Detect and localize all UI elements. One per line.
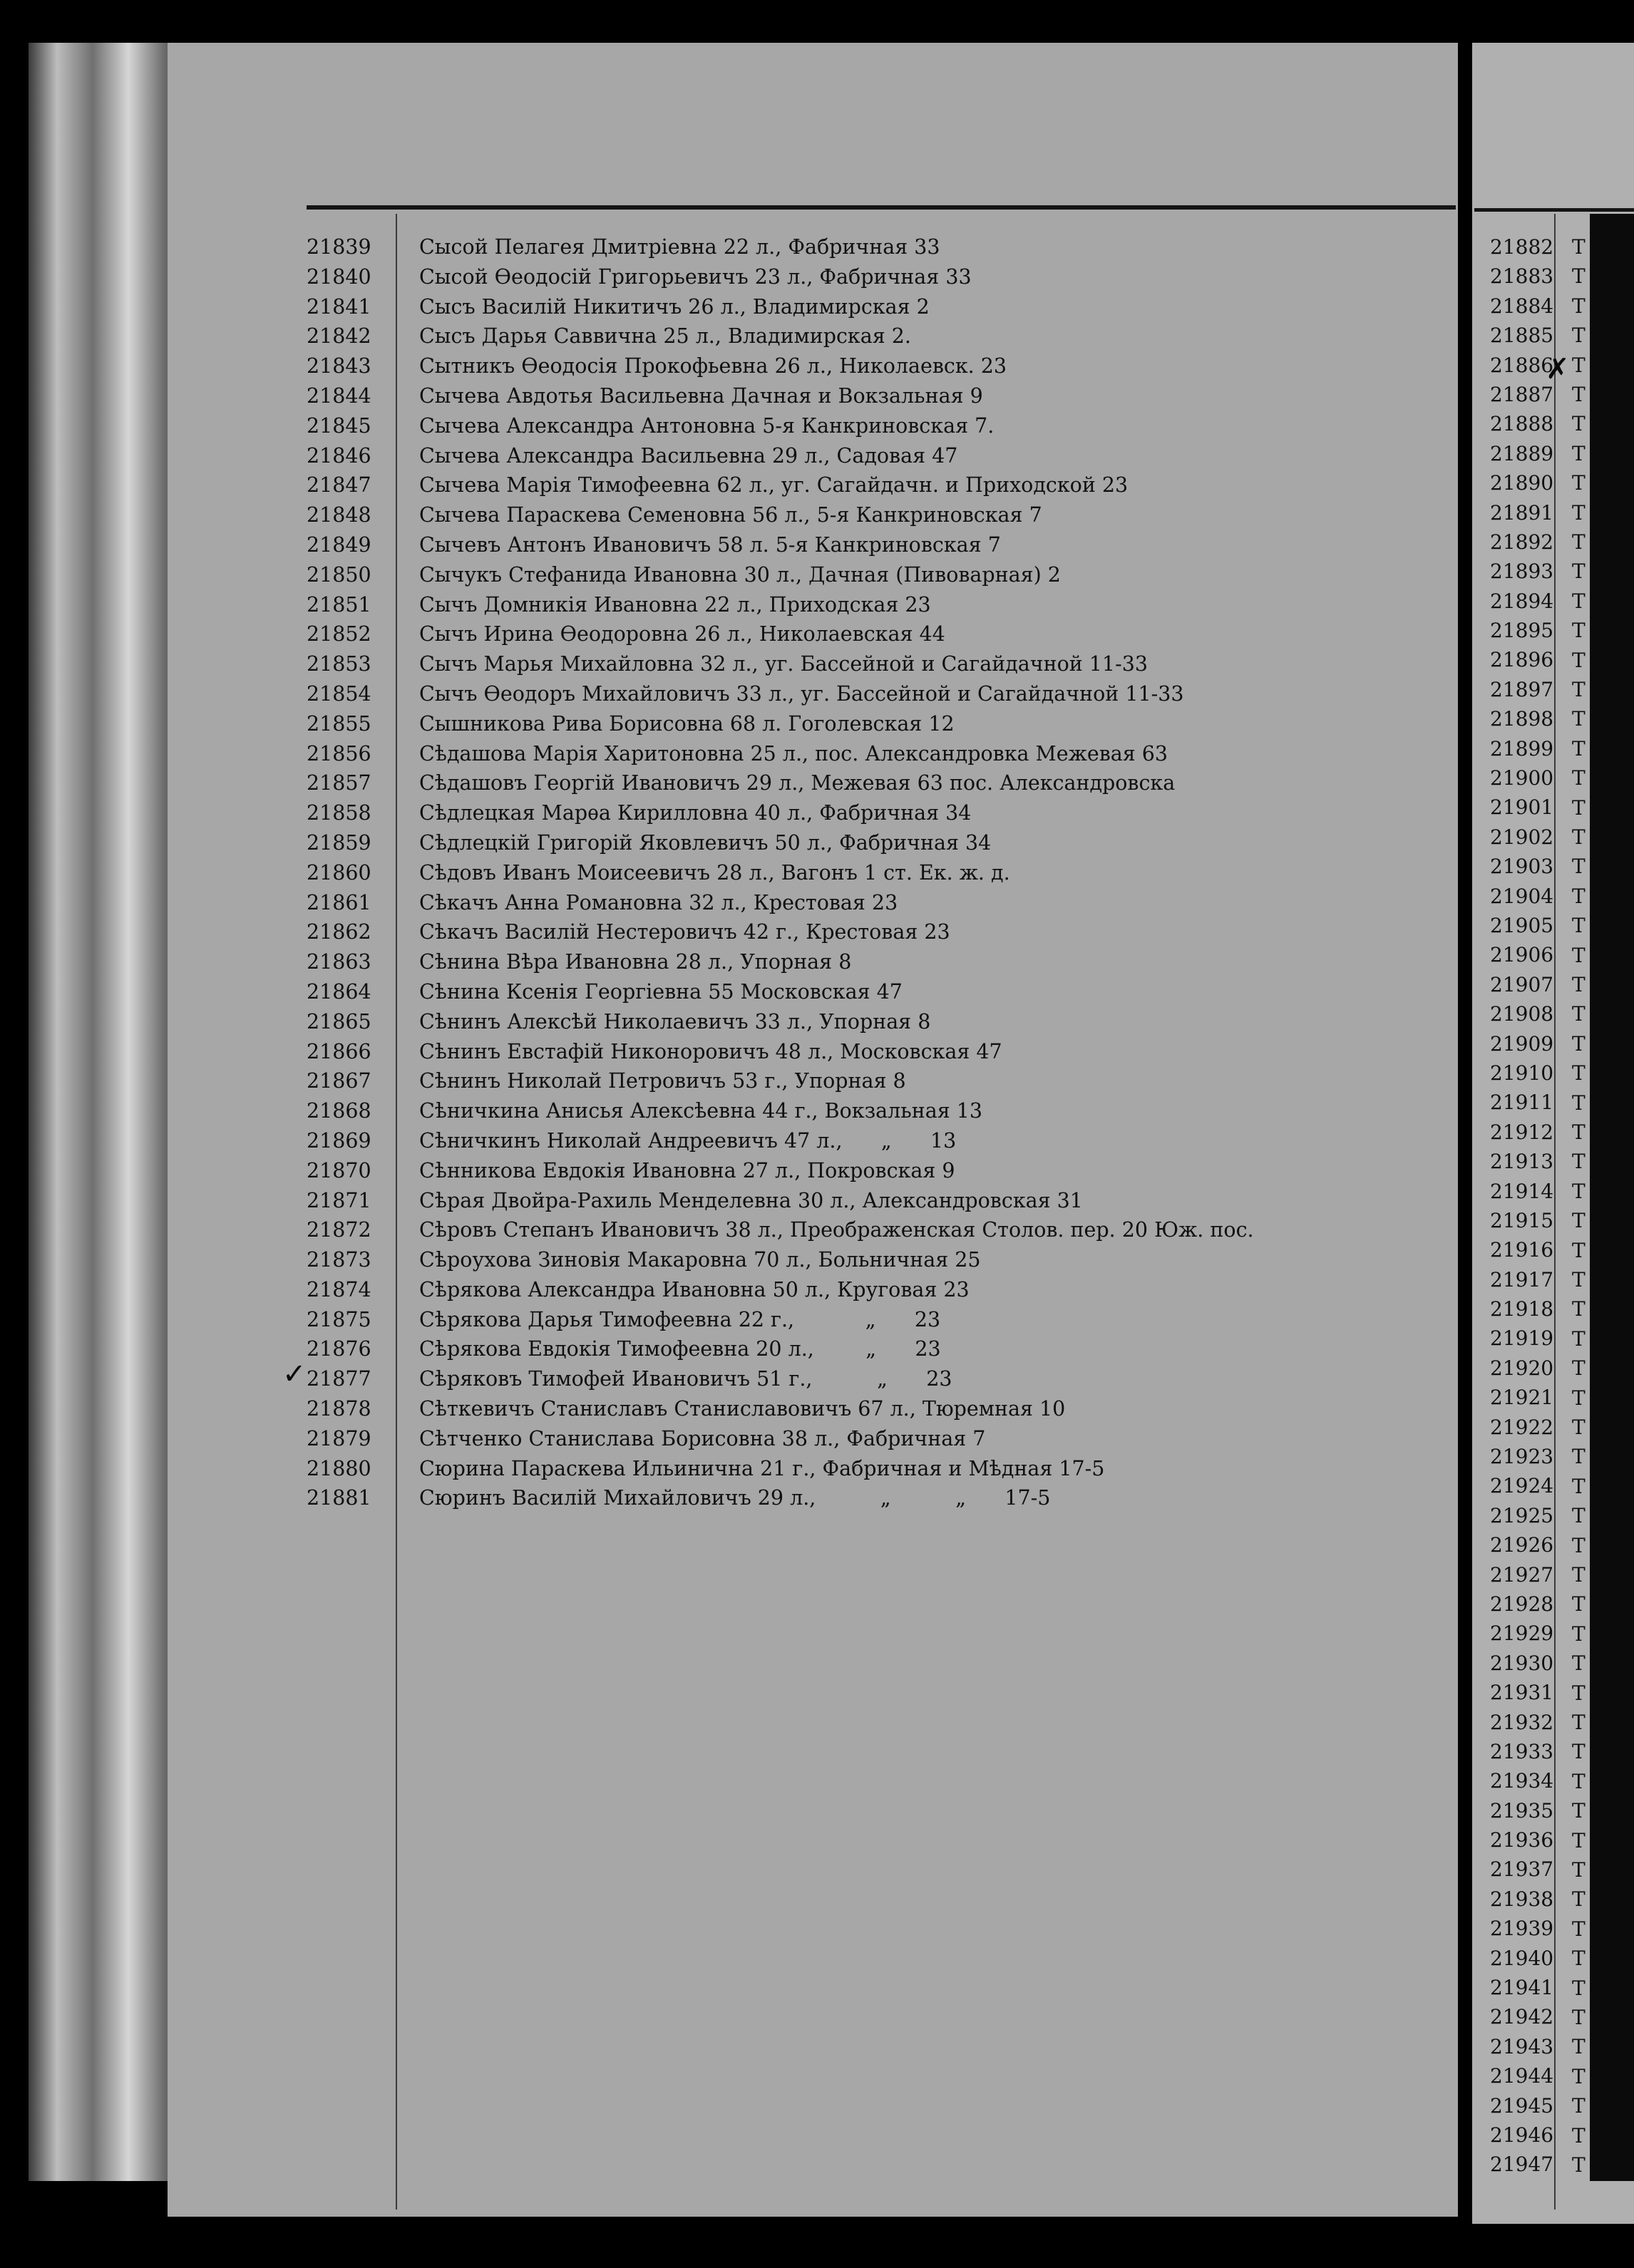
entry-row — [307, 441, 1254, 471]
entry-number: 21851 — [307, 592, 371, 617]
right-entry-number: 21915 — [1490, 1208, 1554, 1232]
right-entry-letter: Т — [1572, 2006, 1586, 2029]
entry-row — [307, 500, 1254, 530]
right-entry-number: 21917 — [1490, 1267, 1554, 1292]
right-entry-number: 21933 — [1490, 1739, 1554, 1763]
right-entry-number: 21930 — [1490, 1651, 1554, 1675]
right-entry-letter: Т — [1572, 1828, 1586, 1852]
entry-number: 21848 — [307, 503, 371, 527]
right-entry-number: 21940 — [1490, 1946, 1554, 1970]
entry-text: Сюрина Параскева Ильинична 21 г., Фабричная и Мѣдная 17-5 — [419, 1456, 1105, 1480]
right-entry-number: 21895 — [1490, 619, 1554, 643]
right-entry-letter: Т — [1572, 1445, 1586, 1469]
right-entry-number: 21885 — [1490, 324, 1554, 348]
entry-row — [307, 1215, 1254, 1245]
entry-number: 21855 — [307, 711, 371, 736]
entry-number: 21857 — [307, 771, 371, 795]
right-page-edge — [1590, 214, 1634, 2181]
entry-text: Сюринъ Василій Михайловичъ 29 л., „ „ 17-5 — [419, 1486, 1051, 1510]
right-entry-number: 21886 — [1490, 353, 1554, 377]
right-entry-number: 21907 — [1490, 972, 1554, 996]
entry-number: 21873 — [307, 1248, 371, 1272]
entry-number: 21867 — [307, 1069, 371, 1093]
right-entry-number: 21882 — [1490, 235, 1554, 259]
right-entry-letter: Т — [1572, 1386, 1586, 1410]
entry-number: 21845 — [307, 413, 371, 438]
right-entry-letter: Т — [1572, 619, 1586, 643]
entry-text: Сысъ Дарья Саввична 25 л., Владимирская 2. — [419, 324, 911, 349]
right-entry-letter: Т — [1572, 1622, 1586, 1646]
right-entry-letter: Т — [1572, 914, 1586, 938]
right-entry-letter: Т — [1572, 736, 1586, 761]
entry-number: 21852 — [307, 622, 371, 646]
entry-row — [307, 351, 1254, 381]
right-entry-letter: Т — [1572, 2035, 1586, 2059]
right-entry-number: 21900 — [1490, 766, 1554, 790]
right-entry-letter: Т — [1572, 1150, 1586, 1174]
entry-number: 21859 — [307, 830, 371, 855]
right-entry-number: 21908 — [1490, 1002, 1554, 1026]
entry-text: Сысъ Василій Никитичъ 26 л., Владимирская 2 — [419, 294, 930, 319]
entry-number: 21842 — [307, 324, 371, 349]
entry-row — [307, 411, 1254, 441]
right-entry-number: 21891 — [1490, 500, 1554, 525]
right-entry-number: 21884 — [1490, 294, 1554, 318]
right-column-divider — [1554, 214, 1556, 2210]
right-entry-letter: Т — [1572, 1799, 1586, 1823]
entry-row — [307, 1305, 1254, 1335]
right-entry-number: 21883 — [1490, 264, 1554, 289]
entry-text: Сѣдлецкій Григорій Яковлевичъ 50 л., Фабричная 34 — [419, 830, 992, 855]
right-entry-number: 21912 — [1490, 1120, 1554, 1144]
entry-number: 21858 — [307, 801, 371, 825]
right-entry-letter: Т — [1572, 1681, 1586, 1705]
entry-text: Сѣкачъ Анна Романовна 32 л., Крестовая 23 — [419, 890, 898, 914]
right-entry-letter: Т — [1572, 1651, 1586, 1676]
right-entry-letter: Т — [1572, 1563, 1586, 1587]
right-entry-letter: Т — [1572, 1031, 1586, 1056]
entry-number: 21861 — [307, 890, 371, 914]
entry-row — [307, 262, 1254, 292]
right-entry-letter: Т — [1572, 795, 1586, 820]
entry-row — [307, 858, 1254, 888]
entry-row — [307, 977, 1254, 1007]
entry-row — [307, 679, 1254, 709]
right-entry-number: 21934 — [1490, 1769, 1554, 1793]
right-entry-letter: Т — [1572, 560, 1586, 584]
right-entry-letter: Т — [1572, 353, 1586, 377]
entry-text: Сѣровъ Степанъ Ивановичъ 38 л., Преображенская Столов. пер. 20 Юж. пос. — [419, 1218, 1254, 1242]
right-entry-letter: Т — [1572, 766, 1586, 790]
right-entry-letter: Т — [1572, 1504, 1586, 1528]
pen-mark-x: ✗ — [1546, 353, 1570, 386]
entry-text: Сѣнникова Евдокія Ивановна 27 л., Покровская 9 — [419, 1158, 955, 1182]
right-entry-number: 21899 — [1490, 736, 1554, 761]
right-entry-number: 21919 — [1490, 1326, 1554, 1351]
entry-text: Сѣнина Вѣра Ивановна 28 л., Упорная 8 — [419, 950, 852, 974]
entry-text: Сычъ Ирина Ѳеодоровна 26 л., Николаевская 44 — [419, 622, 945, 646]
entry-row — [307, 530, 1254, 560]
entry-text: Сычева Авдотья Васильевна Дачная и Вокзальная 9 — [419, 383, 983, 408]
right-entry-number: 21931 — [1490, 1681, 1554, 1705]
right-entry-number: 21926 — [1490, 1533, 1554, 1557]
entry-number: 21865 — [307, 1009, 371, 1034]
entry-row — [307, 1126, 1254, 1156]
entry-text: Сышникова Рива Борисовна 68 л. Гоголевская 12 — [419, 711, 955, 736]
right-entry-number: 21901 — [1490, 795, 1554, 820]
entry-text: Сысой Пелагея Дмитріевна 22 л., Фабричная 33 — [419, 235, 940, 259]
right-entry-letter: Т — [1572, 1917, 1586, 1941]
entry-text: Сѣничкина Анисья Алексѣевна 44 г., Вокзальная 13 — [419, 1099, 983, 1123]
entry-number: 21853 — [307, 652, 371, 676]
entry-row — [307, 381, 1254, 411]
right-entry-letter: Т — [1572, 412, 1586, 436]
page-gap — [1458, 43, 1472, 2217]
entry-number: 21880 — [307, 1456, 371, 1480]
right-entry-letter: Т — [1572, 1711, 1586, 1734]
entry-number: 21866 — [307, 1039, 371, 1063]
entry-number: 21881 — [307, 1486, 371, 1510]
right-entry-letter: Т — [1572, 383, 1586, 406]
entry-text: Сычъ Домникія Ивановна 22 л., Приходская 23 — [419, 592, 931, 617]
entry-text: Сѣрая Двойра-Рахиль Менделевна 30 л., Александровская 31 — [419, 1188, 1083, 1212]
right-entry-number: 21916 — [1490, 1238, 1554, 1262]
right-entry-number: 21894 — [1490, 589, 1554, 613]
entry-text: Сычева Параскева Семеновна 56 л., 5-я Канкриновская 7 — [419, 503, 1042, 527]
entry-text: Сѣрякова Евдокія Тимофеевна 20 л., „ 23 — [419, 1337, 941, 1361]
entry-row — [307, 1424, 1254, 1454]
entry-text: Сычукъ Стефанида Ивановна 30 л., Дачная (Пивоварная) 2 — [419, 562, 1061, 587]
right-entry-number: 21936 — [1490, 1828, 1554, 1852]
entry-number: 21849 — [307, 532, 371, 557]
right-entry-letter: Т — [1572, 1238, 1586, 1262]
entry-number: 21876 — [307, 1337, 371, 1361]
right-entry-letter: Т — [1572, 1592, 1586, 1617]
right-entry-number: 21905 — [1490, 913, 1554, 937]
right-entry-number: 21943 — [1490, 2034, 1554, 2058]
entry-text: Сѣнинъ Алексѣй Николаевичъ 33 л., Упорная 8 — [419, 1009, 931, 1034]
entry-row — [307, 888, 1254, 918]
right-entry-number: 21918 — [1490, 1297, 1554, 1321]
right-entry-numbers — [1490, 232, 1553, 2180]
entry-text: Сычъ Ѳеодоръ Михайловичъ 33 л., уг. Бассейной и Сагайдачной 11-33 — [419, 681, 1184, 706]
entry-text: Сѣряковъ Тимофей Ивановичъ 51 г., „ 23 — [419, 1367, 952, 1391]
right-entry-letter: Т — [1572, 500, 1586, 525]
entry-text: Сѣдашова Марія Харитоновна 25 л., пос. Александровка Межевая 63 — [419, 741, 1168, 766]
right-entry-number: 21904 — [1490, 884, 1554, 908]
right-entry-number: 21898 — [1490, 707, 1554, 731]
entry-number: 21877 — [307, 1367, 371, 1391]
entry-row — [307, 798, 1254, 828]
right-entry-number: 21942 — [1490, 2005, 1554, 2029]
right-entry-number: 21892 — [1490, 530, 1554, 554]
entry-row — [307, 590, 1254, 620]
right-entry-number: 21896 — [1490, 648, 1554, 672]
right-entry-number: 21939 — [1490, 1917, 1554, 1941]
entry-number: 21863 — [307, 950, 371, 974]
right-entry-number: 21909 — [1490, 1031, 1554, 1056]
right-entry-letter: Т — [1572, 943, 1586, 967]
right-entry-number: 21928 — [1490, 1592, 1554, 1616]
entry-number: 21847 — [307, 473, 371, 498]
right-entry-letter: Т — [1572, 1947, 1586, 1971]
entry-number: 21869 — [307, 1128, 371, 1153]
right-entry-letter: Т — [1572, 825, 1586, 849]
entry-text: Сычева Александра Васильевна 29 л., Садовая 47 — [419, 443, 958, 468]
entry-row — [307, 1245, 1254, 1275]
right-entry-number: 21947 — [1490, 2153, 1554, 2177]
entry-row — [307, 917, 1254, 947]
right-entry-letter: Т — [1572, 973, 1586, 996]
right-entry-letter: Т — [1572, 2064, 1586, 2088]
entry-text: Сытникъ Ѳеодосія Прокофьевна 26 л., Николаевск. 23 — [419, 354, 1007, 378]
right-entry-number: 21927 — [1490, 1562, 1554, 1587]
entry-text: Сѣдлецкая Марѳа Кирилловна 40 л., Фабричная 34 — [419, 801, 972, 825]
entry-number: 21864 — [307, 979, 371, 1004]
entry-row — [307, 292, 1254, 322]
entry-text: Сысой Ѳеодосій Григорьевичъ 23 л., Фабричная 33 — [419, 264, 972, 289]
right-entry-letter: Т — [1572, 1887, 1586, 1912]
entry-number: 21871 — [307, 1188, 371, 1212]
entry-text: Сычъ Марья Михайловна 32 л., уг. Бассейной и Сагайдачной 11-33 — [419, 652, 1148, 676]
right-entry-letter: Т — [1572, 1326, 1586, 1351]
entry-number: 21860 — [307, 860, 371, 885]
right-entry-letter: Т — [1572, 707, 1586, 731]
right-entry-number: 21893 — [1490, 560, 1554, 584]
entry-number: 21870 — [307, 1158, 371, 1182]
right-entry-number: 21906 — [1490, 943, 1554, 967]
right-entry-letter: Т — [1572, 1858, 1586, 1882]
entry-number: 21854 — [307, 681, 371, 706]
right-entry-number: 21902 — [1490, 825, 1554, 849]
right-entry-number: 21924 — [1490, 1474, 1554, 1498]
right-entry-letter: Т — [1572, 855, 1586, 879]
entry-text: Сычевъ Антонъ Ивановичъ 58 л. 5-я Канкриновская 7 — [419, 532, 1001, 557]
entry-list — [307, 232, 1254, 1513]
right-entry-number: 21938 — [1490, 1887, 1554, 1911]
entry-number: 21844 — [307, 383, 371, 408]
right-entry-letter: Т — [1572, 1061, 1586, 1086]
right-entry-letter: Т — [1572, 1209, 1586, 1233]
right-entry-number: 21922 — [1490, 1415, 1554, 1439]
entry-row — [307, 1066, 1254, 1096]
right-entry-letter: Т — [1572, 441, 1586, 465]
right-entry-number: 21937 — [1490, 1857, 1554, 1882]
entry-row — [307, 1007, 1254, 1037]
right-entry-letter: Т — [1572, 294, 1586, 318]
entry-number: 21872 — [307, 1218, 371, 1242]
right-entry-letter: Т — [1572, 1120, 1586, 1144]
right-entry-letter: Т — [1572, 1769, 1586, 1793]
entry-number: 21878 — [307, 1397, 371, 1421]
right-entry-letter: Т — [1572, 678, 1586, 701]
right-entry-letter: Т — [1572, 648, 1586, 672]
right-entry-letter: Т — [1572, 324, 1586, 348]
right-entry-letter: Т — [1572, 235, 1586, 259]
right-entry-letter: Т — [1572, 1268, 1586, 1292]
entry-row — [307, 1096, 1254, 1126]
entry-row — [307, 1454, 1254, 1484]
right-entry-number: 21941 — [1490, 1976, 1554, 2000]
entry-text: Сычева Александра Антоновна 5-я Канкриновская 7. — [419, 413, 995, 438]
right-entry-number: 21945 — [1490, 2093, 1554, 2118]
right-entry-letter: Т — [1572, 471, 1586, 495]
entry-row — [307, 232, 1254, 262]
right-entry-letter: Т — [1572, 1976, 1586, 2000]
entry-text: Сѣкачъ Василій Нестеровичъ 42 г., Крестовая 23 — [419, 920, 950, 944]
entry-row — [307, 1483, 1254, 1513]
right-entry-number: 21921 — [1490, 1386, 1554, 1410]
entry-row — [307, 649, 1254, 679]
entry-text: Сѣнинъ Евстафій Никоноровичъ 48 л., Московская 47 — [419, 1039, 1002, 1063]
entry-text: Сѣнина Ксенія Георгіевна 55 Московская 47 — [419, 979, 903, 1004]
right-entry-letter: Т — [1572, 1740, 1586, 1764]
right-entry-number: 21944 — [1490, 2064, 1554, 2088]
right-entry-number: 21911 — [1490, 1091, 1554, 1115]
right-entry-letter: Т — [1572, 1533, 1586, 1557]
entry-row — [307, 709, 1254, 739]
entry-number: 21840 — [307, 264, 371, 289]
right-entry-letter: Т — [1572, 1356, 1586, 1381]
entry-text: Сѣдашовъ Георгій Ивановичъ 29 л., Межевая 63 пос. Александровска — [419, 771, 1176, 795]
right-entry-number: 21932 — [1490, 1710, 1554, 1734]
entry-text: Сычева Марія Тимофеевна 62 л., уг. Сагайдачн. и Приходской 23 — [419, 473, 1129, 498]
right-entry-number: 21913 — [1490, 1150, 1554, 1174]
entry-number: 21856 — [307, 741, 371, 766]
entry-text: Сѣроухова Зиновія Макаровна 70 л., Больничная 25 — [419, 1248, 981, 1272]
entry-row — [307, 560, 1254, 590]
entry-row — [307, 1394, 1254, 1424]
right-entry-letter: Т — [1572, 264, 1586, 289]
right-entry-number: 21914 — [1490, 1179, 1554, 1203]
right-entry-number: 21925 — [1490, 1503, 1554, 1527]
entry-row — [307, 1364, 1254, 1394]
right-entry-letter: Т — [1572, 2153, 1586, 2177]
entry-row — [307, 828, 1254, 858]
right-entry-letter: Т — [1572, 2094, 1586, 2118]
right-entry-number: 21923 — [1490, 1445, 1554, 1469]
right-entry-number: 21887 — [1490, 382, 1554, 406]
right-entry-number: 21920 — [1490, 1356, 1554, 1380]
entry-number: 21843 — [307, 354, 371, 378]
right-entry-number: 21889 — [1490, 441, 1554, 465]
right-entry-number: 21946 — [1490, 2123, 1554, 2147]
right-entry-letter: Т — [1572, 1416, 1586, 1439]
entry-row — [307, 470, 1254, 500]
entry-row — [307, 1275, 1254, 1305]
right-entry-letter: Т — [1572, 1002, 1586, 1026]
entry-row — [307, 1186, 1254, 1216]
entry-text: Сѣничкинъ Николай Андреевичъ 47 л., „ 13 — [419, 1128, 957, 1153]
entry-number: 21879 — [307, 1426, 371, 1450]
right-entry-number: 21929 — [1490, 1622, 1554, 1646]
entry-row — [307, 1156, 1254, 1186]
entry-row — [307, 321, 1254, 351]
entry-text: Сѣтченко Станислава Борисовна 38 л., Фабричная 7 — [419, 1426, 986, 1450]
entry-row — [307, 947, 1254, 977]
entry-number: 21875 — [307, 1307, 371, 1331]
right-entry-letter: Т — [1572, 2123, 1586, 2148]
entry-row — [307, 739, 1254, 769]
right-header-rule — [1474, 208, 1634, 212]
right-entry-letter: Т — [1572, 1297, 1586, 1321]
right-entry-number: 21903 — [1490, 855, 1554, 879]
entry-text: Сѣткевичъ Станиславъ Станиславовичъ 67 л., Тюремная 10 — [419, 1397, 1066, 1421]
header-rule — [307, 205, 1456, 210]
entry-row — [307, 1037, 1254, 1067]
entry-number: 21841 — [307, 294, 371, 319]
right-entry-number: 21890 — [1490, 471, 1554, 495]
right-entry-letter: Т — [1572, 884, 1586, 908]
right-entry-number: 21897 — [1490, 677, 1554, 701]
entry-text: Сѣрякова Дарья Тимофеевна 22 г., „ 23 — [419, 1307, 941, 1331]
entry-text: Сѣнинъ Николай Петровичъ 53 г., Упорная 8 — [419, 1069, 906, 1093]
right-entry-number: 21910 — [1490, 1061, 1554, 1085]
right-entry-letter: Т — [1572, 1091, 1586, 1115]
entry-number: 21839 — [307, 235, 371, 259]
entry-number: 21846 — [307, 443, 371, 468]
entry-text: Сѣдовъ Иванъ Моисеевичъ 28 л., Вагонъ 1 ст. Ек. ж. д. — [419, 860, 1010, 885]
pen-mark-check: ✓ — [282, 1358, 307, 1391]
entry-text: Сѣрякова Александра Ивановна 50 л., Круговая 23 — [419, 1277, 970, 1301]
right-entry-number: 21935 — [1490, 1798, 1554, 1823]
right-entry-letter: Т — [1572, 1179, 1586, 1203]
right-entry-letter: Т — [1572, 589, 1586, 613]
entry-row — [307, 768, 1254, 798]
right-entry-number: 21888 — [1490, 412, 1554, 436]
entry-number: 21862 — [307, 920, 371, 944]
entry-row — [307, 1334, 1254, 1364]
right-entry-letter: Т — [1572, 1474, 1586, 1498]
book-spine — [29, 43, 171, 2181]
entry-row — [307, 619, 1254, 649]
right-entry-letter: Т — [1572, 530, 1586, 554]
entry-number: 21874 — [307, 1277, 371, 1301]
entry-number: 21850 — [307, 562, 371, 587]
entry-number: 21868 — [307, 1099, 371, 1123]
